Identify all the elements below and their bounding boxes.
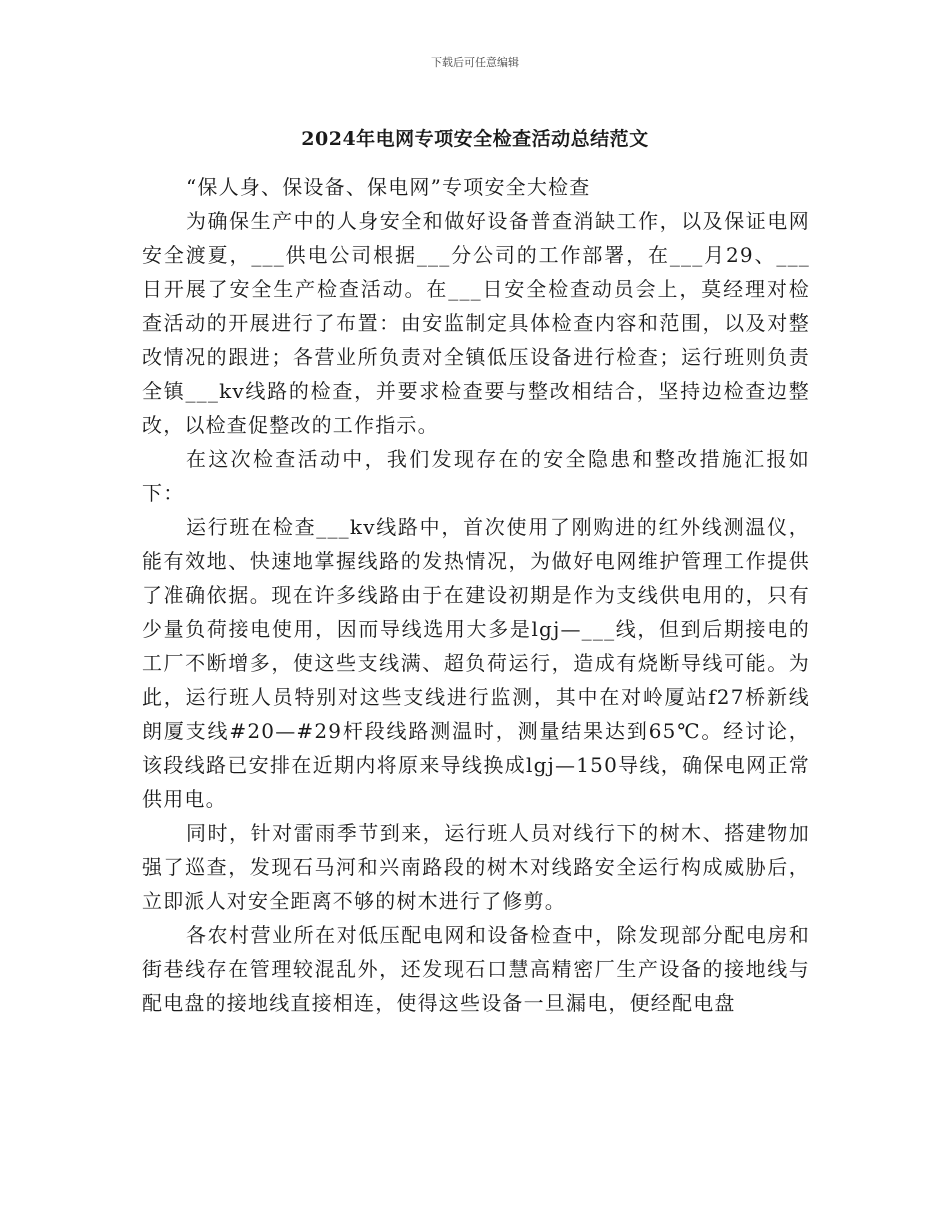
document-title: 2024年电网专项安全检查活动总结范文 [301, 128, 649, 150]
paragraph-subtitle: “保人身、保设备、保电网”专项安全大检查 [186, 175, 591, 199]
paragraph-findings-lead: 在这次检查活动中，我们发现存在的安全隐患和整改措施汇报如下： [142, 447, 810, 505]
paragraph-low-voltage: 各农村营业所在对低压配电网和设备检查中，除发现部分配电房和街巷线存在管理较混乱外，还发现石口慧高精密厂生产设备的接地线与配电盘的接地线直接相连，使得这些设备一旦漏电，便经配电盘 [142, 923, 810, 1015]
paragraph-intro: 为确保生产中的人身安全和做好设备普查消缺工作，以及保证电网安全渡夏，___供电公司根据___分公司的工作部署，在___月29、___日开展了安全生产检查活动。在___日安全检查动员会上，莫经理对检查活动的开展进行了布置：由安监制定具体检查内容和范围，以及对整改情况的跟进；各营业所负责对全镇低压设备进行检查；运行班则负责全镇___kv线路的检查，并要求检查要与整改相结合，坚持边检查边整改，以检查促整改的工作指示。 [142, 209, 810, 437]
paragraph-line-inspection: 运行班在检查___kv线路中，首次使用了刚购进的红外线测温仪，能有效地、快速地掌握线路的发热情况，为做好电网维护管理工作提供了准确依据。现在许多线路由于在建设初期是作为支线供电用的，只有少量负荷接电使用，因而导线选用大多是lgj—___线，但到后期接电的工厂不断增多，使这些支线满、超负荷运行，造成有烧断导线可能。为此，运行班人员特别对这些支线进行监测，其中在对岭厦站f27桥新线朗厦支线#20—#29杆段线路测温时，测量结果达到65℃。经讨论，该段线路已安排在近期内将原来导线换成lgj—150导线，确保电网正常供用电。 [142, 515, 810, 811]
page-header-note: 下载后可任意编辑 [431, 56, 519, 69]
document-body [142, 170, 810, 1020]
paragraph-tree-trimming: 同时，针对雷雨季节到来，运行班人员对线行下的树木、搭建物加强了巡查，发现石马河和兴南路段的树木对线路安全运行构成威胁后，立即派人对安全距离不够的树木进行了修剪。 [142, 821, 810, 913]
